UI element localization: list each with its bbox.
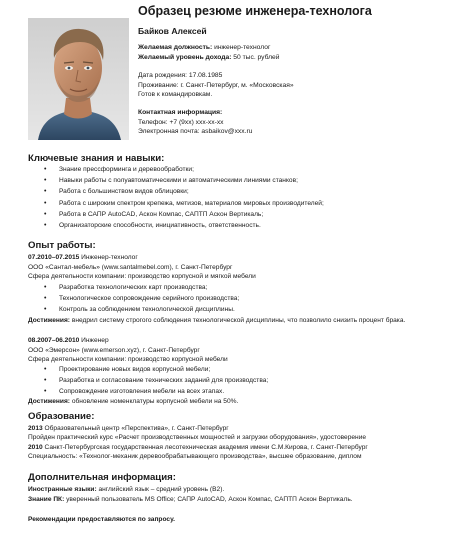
list-item: • Работа с широким спектром крепежа, метизов, материалов мировых производителей; — [59, 198, 324, 209]
pc-skills-label: Знание ПК: — [28, 496, 65, 503]
job1-period: 07.2010–07.2015 — [28, 254, 80, 261]
job1-title: Инженер-технолог — [79, 254, 138, 261]
desired-salary-value: 50 тыс. рублей — [231, 53, 280, 61]
job1-header — [28, 253, 138, 263]
recommendations-note: Рекомендации предоставляются по запросу. — [28, 516, 175, 523]
list-item: • Работа с большинством видов облицовки; — [59, 186, 324, 197]
job1-achievements-label: Достижения: — [28, 317, 71, 324]
list-item: • Технологическое сопровождение серийного производства; — [59, 293, 239, 304]
experience-heading: Опыт работы: — [28, 240, 96, 251]
job2-achievements — [28, 397, 238, 407]
travel-readiness: Готов к командировкам. — [138, 91, 213, 98]
education-line-4: Специальность: «Технолог-механик деревообрабатывающего производства», высшее образование, диплом — [28, 453, 362, 460]
contact-label: Контактная информация: — [138, 109, 223, 116]
desired-position-label: Желаемая должность: — [138, 44, 213, 51]
residence: Проживание: г. Санкт-Петербург, м. «Московская» — [138, 81, 294, 89]
job2-achievements-text: обновление номенклатуры корпусной мебели на 50%. — [70, 398, 239, 405]
list-item: • Знание прессформинга и деревообработки; — [59, 164, 324, 175]
list-item: • Проектирование новых видов корпусной мебели; — [59, 364, 268, 375]
job2-title: Инженер — [79, 337, 109, 344]
education-year-1: 2013 — [28, 424, 43, 432]
list-item: • Организаторские способности, инициативность, ответственность. — [59, 220, 324, 231]
pc-skills-text: уверенный пользователь MS Office; САПР AutoCAD, Аскон Компас, САПТП Аскон Вертикаль. — [64, 496, 353, 503]
list-item: • Навыки работы с полуавтоматическими и автоматическими линиями станков; — [59, 175, 324, 186]
job1-achievements — [28, 316, 405, 326]
list-item: • Сопровождение изготовления мебели на всех этапах. — [59, 386, 268, 397]
job1-duties — [59, 282, 239, 316]
pc-skills — [28, 495, 353, 505]
job2-achievements-label: Достижения: — [28, 398, 71, 405]
list-item: • Контроль за соблюдением технологической дисциплины. — [59, 304, 239, 315]
education-year-2: 2010 — [28, 443, 43, 451]
list-item: • Работа в САПР AutoCAD, Аскон Компас, САПТП Аскон Вертикаль; — [59, 209, 324, 220]
list-item: • Разработка технологических карт производства; — [59, 282, 239, 293]
education-line-1: 2013 Образовательный центр «Перспектива», г. Санкт-Петербург — [28, 424, 229, 432]
desired-salary-label: Желаемый уровень дохода: — [138, 53, 232, 61]
resume-title: Образец резюме инженера-технолога — [138, 4, 372, 18]
desired-position-value: инженер-технолог — [212, 44, 271, 51]
additional-heading: Дополнительная информация: — [28, 472, 176, 483]
job1-company: ООО «Сантал-мебель» (www.santalmebel.com), г. Санкт-Петербург — [28, 263, 233, 271]
desired-salary — [138, 53, 280, 62]
languages-text: английский язык – средний уровень (B2). — [96, 486, 225, 493]
skills-list — [59, 164, 324, 231]
skills-heading: Ключевые знания и навыки: — [28, 153, 165, 164]
desired-position — [138, 43, 270, 52]
candidate-name: Байков Алексей — [138, 26, 207, 36]
education-line-2: Пройден практический курс «Расчет производственных мощностей и загрузки оборудования», удостоверение — [28, 434, 367, 441]
languages-label: Иностранные языки: — [28, 486, 97, 493]
phone: Телефон: +7 (9хх) ххх-хх-хх — [138, 118, 224, 126]
email: Электронная почта: asbaikov@ххх.ru — [138, 128, 253, 135]
job1-achievements-text: внедрил систему строгого соблюдения технологической дисциплины, что позволило снизить процент брака. — [70, 317, 406, 324]
man-portrait-image — [28, 18, 129, 140]
education-line-3: 2010 Санкт-Петербургская государственная лесотехническая академия имени С.М.Кирова, г. Санкт-Петербург — [28, 443, 368, 451]
job2-sphere: Сфера деятельности компании: производство корпусной мебели — [28, 356, 228, 363]
job2-header — [28, 336, 109, 346]
job2-duties — [59, 364, 268, 398]
education-heading: Образование: — [28, 411, 95, 422]
list-item: • Разработка и согласование технических заданий для производства; — [59, 375, 268, 386]
profile-photo — [28, 18, 129, 140]
job2-period: 08.2007–06.2010 — [28, 337, 80, 344]
job1-sphere: Сфера деятельности компании: производство корпусной и мягкой мебели — [28, 273, 256, 280]
birth-date: Дата рождения: 17.08.1985 — [138, 72, 223, 79]
job2-company: ООО «Эмерсон» (www.emerson.xyz), г. Санкт-Петербург — [28, 346, 200, 354]
languages — [28, 485, 224, 495]
